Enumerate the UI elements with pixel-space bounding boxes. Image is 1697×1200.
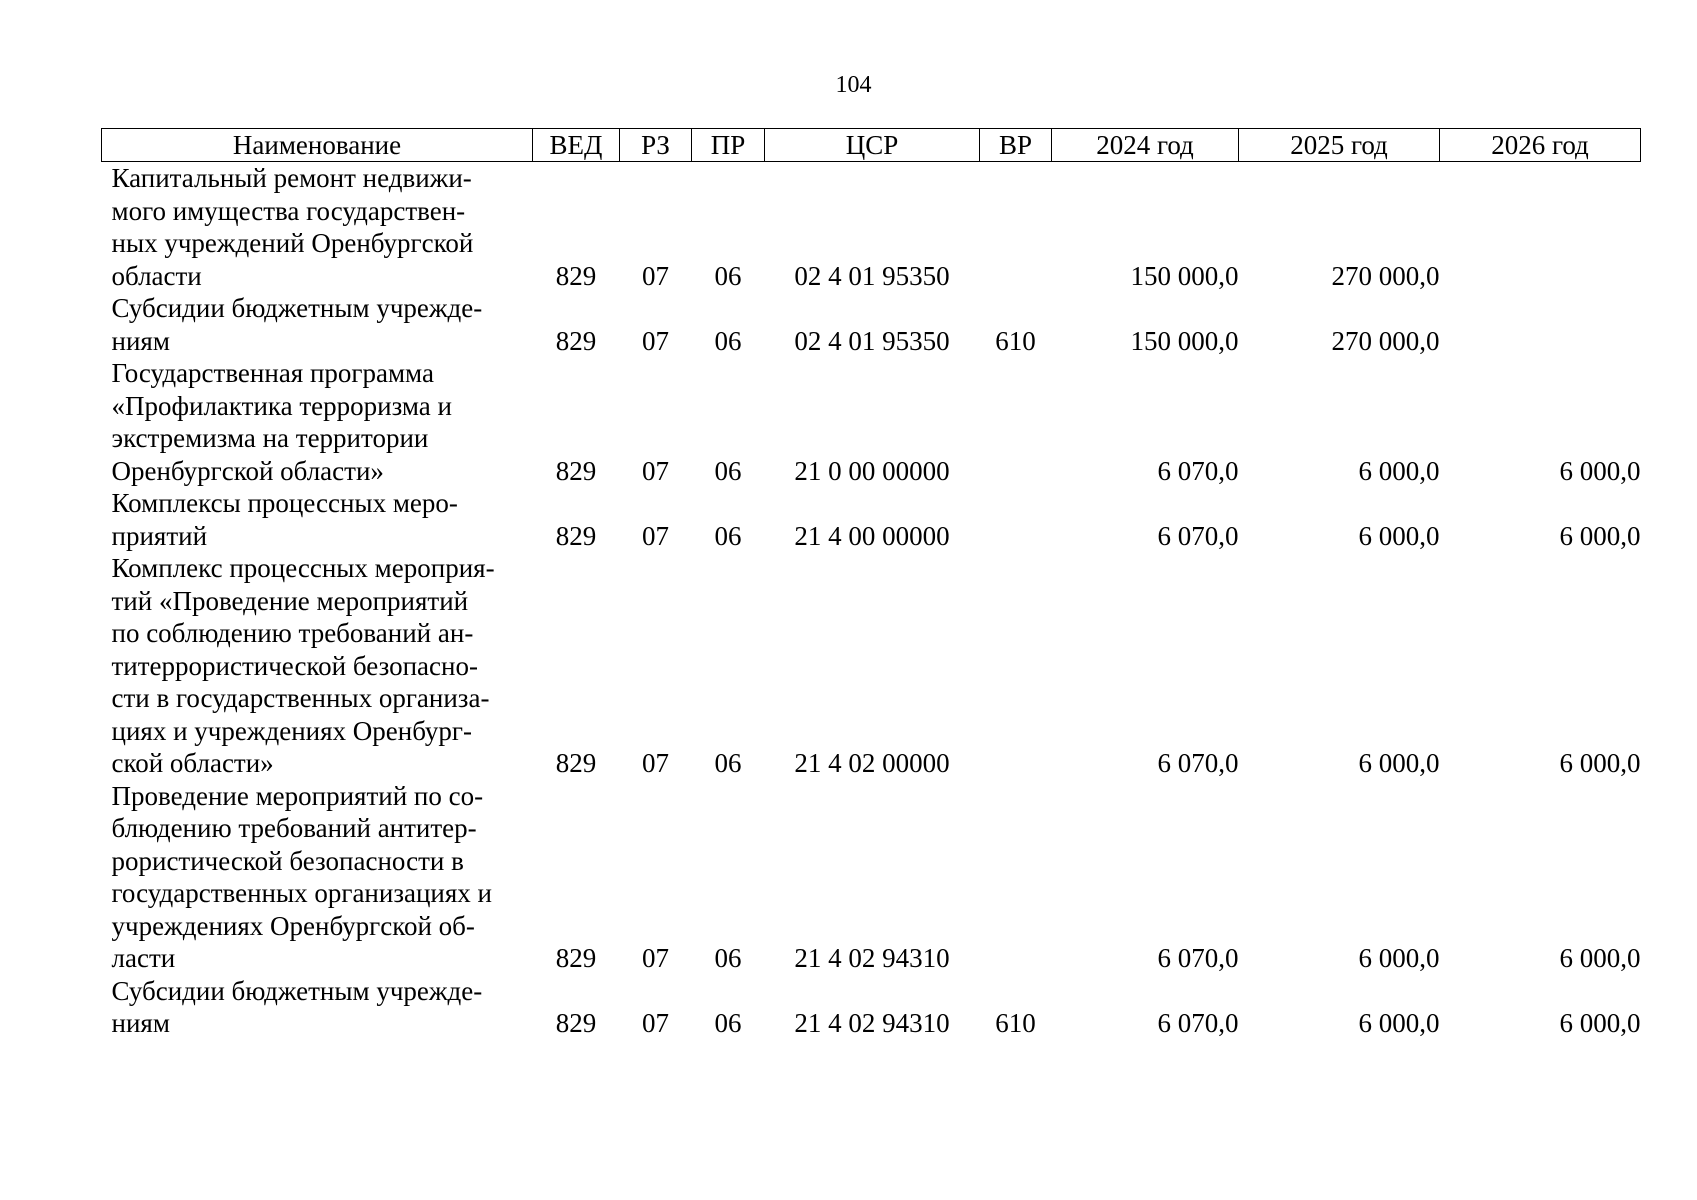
ved-cell: 829	[555, 520, 597, 551]
row-name-line: Оренбургской области»	[111, 455, 384, 486]
vr-cell	[980, 162, 1052, 293]
amount-2026-cell: 6 000,0	[1559, 943, 1641, 973]
amount-2026-cell: 6 000,0	[1559, 520, 1641, 551]
csr-cell: 02 4 01 95350	[794, 325, 950, 356]
row-name-line: Государственная программа	[111, 358, 434, 388]
table-header-row	[102, 129, 1641, 162]
amount-2024-cell: 6 070,0	[1157, 1008, 1239, 1038]
row-name-line: по соблюдению требований ан-	[111, 618, 474, 648]
table-body	[102, 162, 1641, 1040]
ved-cell: 829	[555, 943, 597, 973]
header-pr: ПР	[692, 129, 765, 162]
vr-cell	[980, 487, 1052, 552]
ved-cell: 829	[555, 325, 597, 356]
row-name-line: циях и учреждениях Оренбург-	[111, 715, 472, 746]
csr-cell: 21 0 00 00000	[794, 455, 950, 486]
rz-cell: 07	[642, 260, 669, 291]
table-row	[102, 292, 1641, 357]
amount-2026-cell: 6 000,0	[1559, 1008, 1641, 1038]
header-2026: 2026 год	[1440, 129, 1641, 162]
row-name-line: экстремизма на территории	[111, 423, 429, 453]
table-row	[102, 780, 1641, 975]
amount-2024-cell: 150 000,0	[1130, 325, 1239, 356]
amount-2024-cell: 6 070,0	[1157, 943, 1239, 973]
header-csr: ЦСР	[765, 129, 980, 162]
amount-2025-cell: 270 000,0	[1331, 260, 1440, 291]
row-name-line: блюдению требований антитер-	[111, 813, 477, 843]
row-name-line: приятий	[111, 520, 208, 551]
row-name-line: ниям	[111, 1008, 170, 1038]
ved-cell: 829	[555, 748, 597, 778]
row-name-cell	[102, 780, 533, 975]
table-row	[102, 162, 1641, 293]
row-name-line: ных учреждений Оренбургской	[111, 228, 474, 258]
amount-2026-cell: 6 000,0	[1559, 748, 1641, 778]
pr-cell: 06	[714, 455, 742, 486]
page-number: 104	[835, 72, 872, 98]
amount-2024-cell: 6 070,0	[1157, 455, 1239, 486]
header-vr: ВР	[980, 129, 1052, 162]
row-name-line: Субсидии бюджетным учрежде-	[111, 975, 483, 1006]
table-row	[102, 552, 1641, 780]
row-name-line: ниям	[111, 325, 170, 356]
csr-cell: 21 4 02 00000	[794, 748, 950, 778]
pr-cell: 06	[714, 943, 742, 973]
rz-cell: 07	[642, 325, 669, 356]
table-row	[102, 357, 1641, 487]
vr-cell	[980, 552, 1052, 780]
ved-cell: 829	[555, 455, 597, 486]
ved-cell: 829	[555, 260, 597, 291]
vr-cell: 610	[995, 1008, 1036, 1038]
amount-2025-cell: 6 000,0	[1358, 455, 1440, 486]
csr-cell: 21 4 02 94310	[794, 943, 950, 973]
table-row	[102, 487, 1641, 552]
rz-cell: 07	[642, 455, 669, 486]
vr-cell	[980, 357, 1052, 487]
rz-cell: 07	[642, 943, 669, 973]
row-name-line: государственных организациях и	[111, 878, 492, 908]
pr-cell: 06	[714, 748, 742, 778]
header-2025: 2025 год	[1239, 129, 1440, 162]
row-name-line: ласти	[111, 943, 176, 973]
header-2024: 2024 год	[1052, 129, 1239, 162]
amount-2024-cell: 6 070,0	[1157, 520, 1239, 551]
header-name: Наименование	[102, 129, 533, 162]
header-ved: ВЕД	[533, 129, 620, 162]
amount-2025-cell: 270 000,0	[1331, 325, 1440, 356]
row-name-line: Комплекс процессных мероприя-	[111, 553, 495, 583]
row-name-line: области	[111, 260, 202, 291]
amount-2025-cell: 6 000,0	[1358, 520, 1440, 551]
pr-cell: 06	[714, 260, 742, 291]
row-name-line: сти в государственных организа-	[111, 683, 490, 713]
amount-2026-cell: 6 000,0	[1559, 455, 1641, 486]
amount-2025-cell: 6 000,0	[1358, 748, 1440, 778]
header-rz: РЗ	[620, 129, 692, 162]
pr-cell: 06	[714, 325, 742, 356]
rz-cell: 07	[642, 748, 669, 778]
csr-cell: 21 4 00 00000	[794, 520, 950, 551]
table-row	[102, 975, 1641, 1040]
rz-cell: 07	[642, 1008, 669, 1038]
amount-2025-cell: 6 000,0	[1358, 1008, 1440, 1038]
row-name-line: «Профилактика терроризма и	[111, 390, 452, 421]
row-name-line: Субсидии бюджетным учрежде-	[111, 293, 483, 323]
row-name-line: рористической безопасности в	[111, 845, 464, 876]
budget-table	[101, 128, 1641, 1040]
row-name-line: ской области»	[111, 748, 274, 778]
pr-cell: 06	[714, 520, 742, 551]
pr-cell: 06	[714, 1008, 742, 1038]
amount-2025-cell: 6 000,0	[1358, 943, 1440, 973]
row-name-cell	[102, 357, 533, 487]
amount-2024-cell: 150 000,0	[1130, 260, 1239, 291]
rz-cell: 07	[642, 520, 669, 551]
csr-cell: 21 4 02 94310	[794, 1008, 950, 1038]
row-name-line: тий «Проведение мероприятий	[111, 585, 469, 616]
row-name-cell	[102, 487, 533, 552]
ved-cell: 829	[555, 1008, 597, 1038]
amount-2024-cell: 6 070,0	[1157, 748, 1239, 778]
amount-2026-cell	[1440, 292, 1641, 357]
row-name-line: титеррористической безопасно-	[111, 650, 478, 681]
row-name-line: Капитальный ремонт недвижи-	[111, 163, 472, 193]
row-name-cell	[102, 975, 533, 1040]
vr-cell	[980, 780, 1052, 975]
csr-cell: 02 4 01 95350	[794, 260, 950, 291]
row-name-cell	[102, 292, 533, 357]
amount-2026-cell	[1440, 162, 1641, 293]
row-name-cell	[102, 162, 533, 293]
row-name-line: учреждениях Оренбургской об-	[111, 910, 475, 941]
row-name-cell	[102, 552, 533, 780]
row-name-line: Комплексы процессных меро-	[111, 488, 458, 518]
vr-cell: 610	[995, 325, 1036, 356]
row-name-line: мого имущества государствен-	[111, 195, 466, 226]
row-name-line: Проведение мероприятий по со-	[111, 780, 484, 811]
